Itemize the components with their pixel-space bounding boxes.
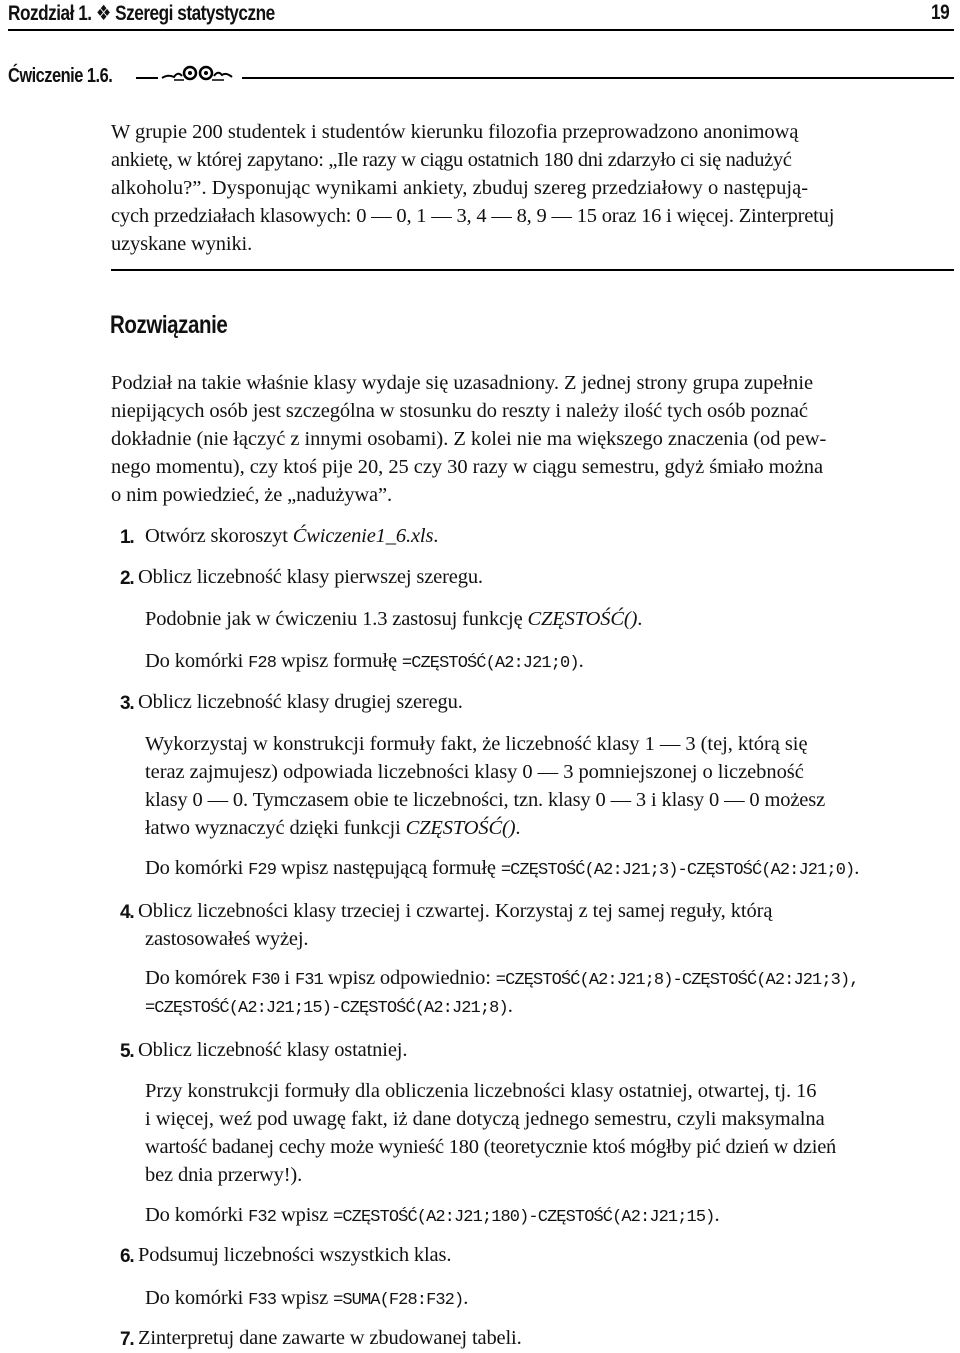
step-number: 1. xyxy=(120,527,134,548)
cell-ref: F31 xyxy=(294,971,323,990)
formula: =CZĘSTOŚĆ(A2:J21;0) xyxy=(401,654,579,673)
step-number: 6. xyxy=(120,1246,134,1267)
function-name: CZĘSTOŚĆ() xyxy=(405,817,516,839)
step-number: 3. xyxy=(120,693,134,714)
formula: =SUMA(F28:F32) xyxy=(333,1291,464,1310)
exercise-label: Ćwiczenie 1.6. xyxy=(8,65,113,87)
step-cell-instruction: Do komórki F28 wpisz formułę =CZĘSTOŚĆ(A2:J21;0). xyxy=(145,650,584,673)
task-line: W grupie 200 studentek i studentów kierunku filozofia przeprowadzono anonimową xyxy=(111,121,799,143)
page-number: 19 xyxy=(931,1,950,24)
step-number: 7. xyxy=(120,1329,134,1350)
step-number: 5. xyxy=(120,1041,134,1062)
intro-line: o nim powiedzieć, że „nadużywa”. xyxy=(111,484,392,506)
intro-line: nego momentu), czy ktoś pije 20, 25 czy 30 razy w ciągu semestru, gdyż śmiało można xyxy=(111,456,824,478)
function-name: CZĘSTOŚĆ() xyxy=(527,608,638,630)
formula: =CZĘSTOŚĆ(A2:J21;3)-CZĘSTOŚĆ(A2:J21;0) xyxy=(500,861,855,880)
step-note-line: bez dnia przerwy!). xyxy=(145,1164,303,1186)
step-note-line: Wykorzystaj w konstrukcji formuły fakt, że liczebność klasy 1 — 3 (tej, którą się xyxy=(145,733,808,755)
cell-ref: F32 xyxy=(248,1208,277,1227)
step-text: Oblicz liczebność klasy drugiej szeregu. xyxy=(138,691,463,713)
running-header xyxy=(8,1,275,26)
formula: =CZĘSTOŚĆ(A2:J21;180)-CZĘSTOŚĆ(A2:J21;15) xyxy=(333,1208,715,1227)
step-cell-instruction: Do komórki F32 wpisz =CZĘSTOŚĆ(A2:J21;180)-CZĘSTOŚĆ(A2:J21;15). xyxy=(145,1204,720,1227)
step-text: Zinterpretuj dane zawarte w zbudowanej tabeli. xyxy=(138,1327,522,1349)
step-note-line: teraz zajmujesz) odpowiada liczebności klasy 0 — 3 pomniejszonej o liczebność xyxy=(145,761,804,783)
step-text: Oblicz liczebności klasy trzeciej i czwartej. Korzystaj z tej samej reguły, którą xyxy=(138,900,773,922)
cell-ref: F28 xyxy=(248,654,277,673)
task-line: ankietę, w której zapytano: „Ile razy w ciągu ostatnich 180 dni zdarzyło ci się nadużyć xyxy=(111,149,792,171)
formula: =CZĘSTOŚĆ(A2:J21;15)-CZĘSTOŚĆ(A2:J21;8) xyxy=(145,999,508,1018)
step-note-line: i więcej, weź pod uwagę fakt, iż dane dotyczą jednego semestru, czyli maksymalna xyxy=(145,1108,825,1130)
exercise-ornament-icon xyxy=(160,62,240,84)
step-cell-instruction: Do komórek F30 i F31 wpisz odpowiednio: =CZĘSTOŚĆ(A2:J21;8)-CZĘSTOŚĆ(A2:J21;3), xyxy=(145,967,859,990)
step-text: zastosowałeś wyżej. xyxy=(145,928,309,950)
step-note-line: Przy konstrukcji formuły dla obliczenia liczebności klasy ostatniej, otwartej, tj. 16 xyxy=(145,1080,817,1102)
filename: Ćwiczenie1_6.xls xyxy=(292,525,434,547)
header-rule xyxy=(8,29,954,31)
solution-title: Rozwiązanie xyxy=(110,311,228,339)
step-number: 2. xyxy=(120,568,134,589)
step-cell-instruction: Do komórki F29 wpisz następującą formułę =CZĘSTOŚĆ(A2:J21;3)-CZĘSTOŚĆ(A2:J21;0). xyxy=(145,857,860,880)
task-line: uzyskane wyniki. xyxy=(111,233,253,255)
formula: =CZĘSTOŚĆ(A2:J21;8)-CZĘSTOŚĆ(A2:J21;3), xyxy=(495,971,859,990)
chapter-label: Rozdział 1. xyxy=(8,2,92,25)
step-text: Podsumuj liczebności wszystkich klas. xyxy=(138,1244,452,1266)
step-cell-instruction: =CZĘSTOŚĆ(A2:J21;15)-CZĘSTOŚĆ(A2:J21;8). xyxy=(145,995,513,1018)
diamond-icon: ❖ xyxy=(95,2,111,25)
step-cell-instruction: Do komórki F33 wpisz =SUMA(F28:F32). xyxy=(145,1287,469,1310)
task-rule xyxy=(111,269,954,271)
step-text: Oblicz liczebność klasy ostatniej. xyxy=(138,1039,408,1061)
task-line: alkoholu?”. Dysponując wynikami ankiety, zbuduj szereg przedziałowy o następują- xyxy=(111,177,809,199)
cell-ref: F33 xyxy=(248,1291,277,1310)
step-text: Otwórz skoroszyt Ćwiczenie1_6.xls. xyxy=(145,525,439,547)
exercise-rule xyxy=(242,77,954,79)
step-note-line: klasy 0 — 0. Tymczasem obie te liczebności, tzn. klasy 0 — 3 i klasy 0 — 0 możesz xyxy=(145,789,826,811)
step-note-line: łatwo wyznaczyć dzięki funkcji CZĘSTOŚĆ(). xyxy=(145,817,521,839)
exercise-rule-left xyxy=(136,77,158,79)
cell-ref: F29 xyxy=(248,861,277,880)
task-line: cych przedziałach klasowych: 0 — 0, 1 — 3, 4 — 8, 9 — 15 oraz 16 i więcej. Zinterpretuj xyxy=(111,205,835,227)
chapter-title: Szeregi statystyczne xyxy=(115,2,275,25)
step-note-line: wartość badanej cechy może wynieść 180 (teoretycznie ktoś mógłby pić dzień w dzień xyxy=(145,1136,837,1158)
step-text: Oblicz liczebność klasy pierwszej szeregu. xyxy=(138,566,483,588)
step-number: 4. xyxy=(120,902,134,923)
cell-ref: F30 xyxy=(251,971,280,990)
intro-line: dokładnie (nie łączyć z innymi osobami). Z kolei nie ma większego znaczenia (od pew- xyxy=(111,428,827,450)
step-note: Podobnie jak w ćwiczeniu 1.3 zastosuj funkcję CZĘSTOŚĆ(). xyxy=(145,608,643,630)
intro-line: Podział na takie właśnie klasy wydaje się uzasadniony. Z jednej strony grupa zupełnie xyxy=(111,372,814,394)
intro-line: niepijących osób jest szczególna w stosunku do reszty i należy ilość tych osób poznać xyxy=(111,400,808,422)
